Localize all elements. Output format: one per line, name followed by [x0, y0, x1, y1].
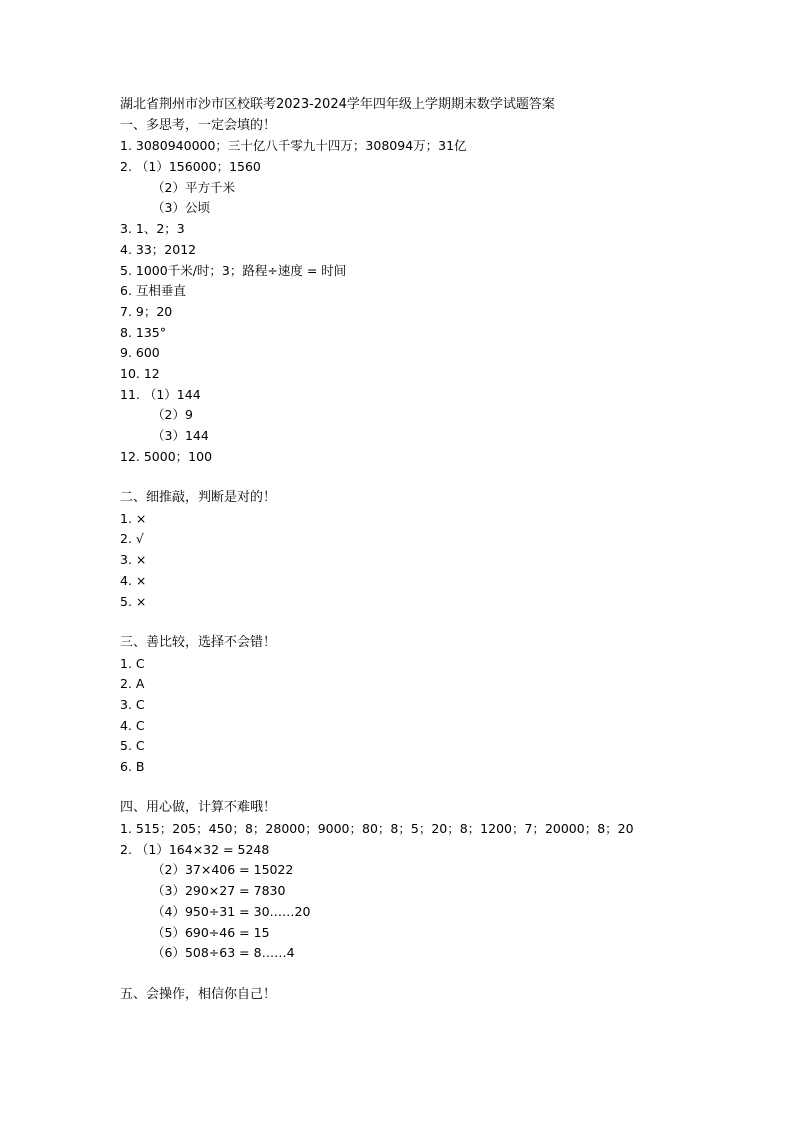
- section-3-heading: 三、善比较，选择不会错！: [120, 634, 277, 650]
- s1-answer-11-part-3: （3）144: [152, 428, 209, 443]
- s3-answer: 6. B: [120, 759, 145, 774]
- s1-answer-5: 5. 1000千米/时；3；路程÷速度 = 时间: [120, 262, 347, 278]
- s1-answer-2-part-3: （3）公顷: [152, 200, 210, 216]
- s1-answer-11-part-2: （2）9: [152, 407, 193, 423]
- s2-answer: 3. ×: [120, 552, 147, 568]
- s2-answer: 5. ×: [120, 593, 147, 609]
- s1-answer-3: 3. 1、2；3: [120, 221, 185, 237]
- s4-answer-1: 1. 515；205；450；8；28000；9000；80；8；5；20；8；1200；7；20000；8；20: [120, 821, 634, 837]
- s3-answer: 3. C: [120, 696, 145, 712]
- s1-answer-7: 7. 9；20: [120, 303, 173, 319]
- s4-answer-2-part-5: （5）690÷46 = 15: [152, 924, 270, 940]
- s4-answer-2: 2. （1）164×32 = 5248: [120, 841, 270, 857]
- answer-document: [120, 95, 754, 1005]
- section-1-heading: 一、多思考，一定会填的！: [120, 117, 277, 133]
- s3-answer: 1. C: [120, 655, 145, 671]
- s1-answer-2: 2. （1）156000；1560: [120, 159, 261, 175]
- s1-answer-12: 12. 5000；100: [120, 448, 213, 464]
- s3-answer: 2. A: [120, 676, 145, 692]
- s3-answer: 4. C: [120, 717, 145, 733]
- s4-answer-2-part-3: （3）290×27 = 7830: [152, 883, 286, 899]
- s3-answer: 5. C: [120, 738, 145, 754]
- section-gap: [120, 778, 754, 799]
- s4-answer-2-part-4: （4）950÷31 = 30……20: [152, 903, 311, 919]
- s1-answer-6: 6. 互相垂直: [120, 283, 186, 299]
- s2-answer: 1. ×: [120, 510, 147, 526]
- s4-answer-2-part-6: （6）508÷63 = 8……4: [152, 945, 295, 961]
- section-gap: [120, 612, 754, 633]
- s1-answer-11: 11. （1）144: [120, 386, 201, 402]
- s1-answer-9: 9. 600: [120, 345, 160, 361]
- s1-answer-4: 4. 33；2012: [120, 241, 197, 257]
- s1-answer-10: 10. 12: [120, 365, 160, 381]
- s4-answer-2-part-2: （2）37×406 = 15022: [152, 862, 294, 878]
- section-5-heading: 五、会操作，相信你自己！: [120, 986, 277, 1002]
- s1-answer-2-part-2: （2）平方千米: [152, 179, 235, 195]
- s2-answer: 4. ×: [120, 572, 147, 588]
- document-title: 湖北省荆州市沙市区校联考2023-2024学年四年级上学期期末数学试题答案: [120, 97, 555, 112]
- section-4-heading: 四、用心做，计算不难哦！: [120, 800, 277, 816]
- section-2-heading: 二、细推敲，判断是对的！: [120, 490, 277, 506]
- section-gap: [120, 467, 754, 488]
- section-gap: [120, 964, 754, 985]
- s1-answer-8: 8. 135°: [120, 324, 167, 340]
- s2-answer: 2. √: [120, 531, 144, 547]
- s1-answer-1: 1. 3080940000；三十亿八千零九十四万；308094万；31亿: [120, 138, 467, 154]
